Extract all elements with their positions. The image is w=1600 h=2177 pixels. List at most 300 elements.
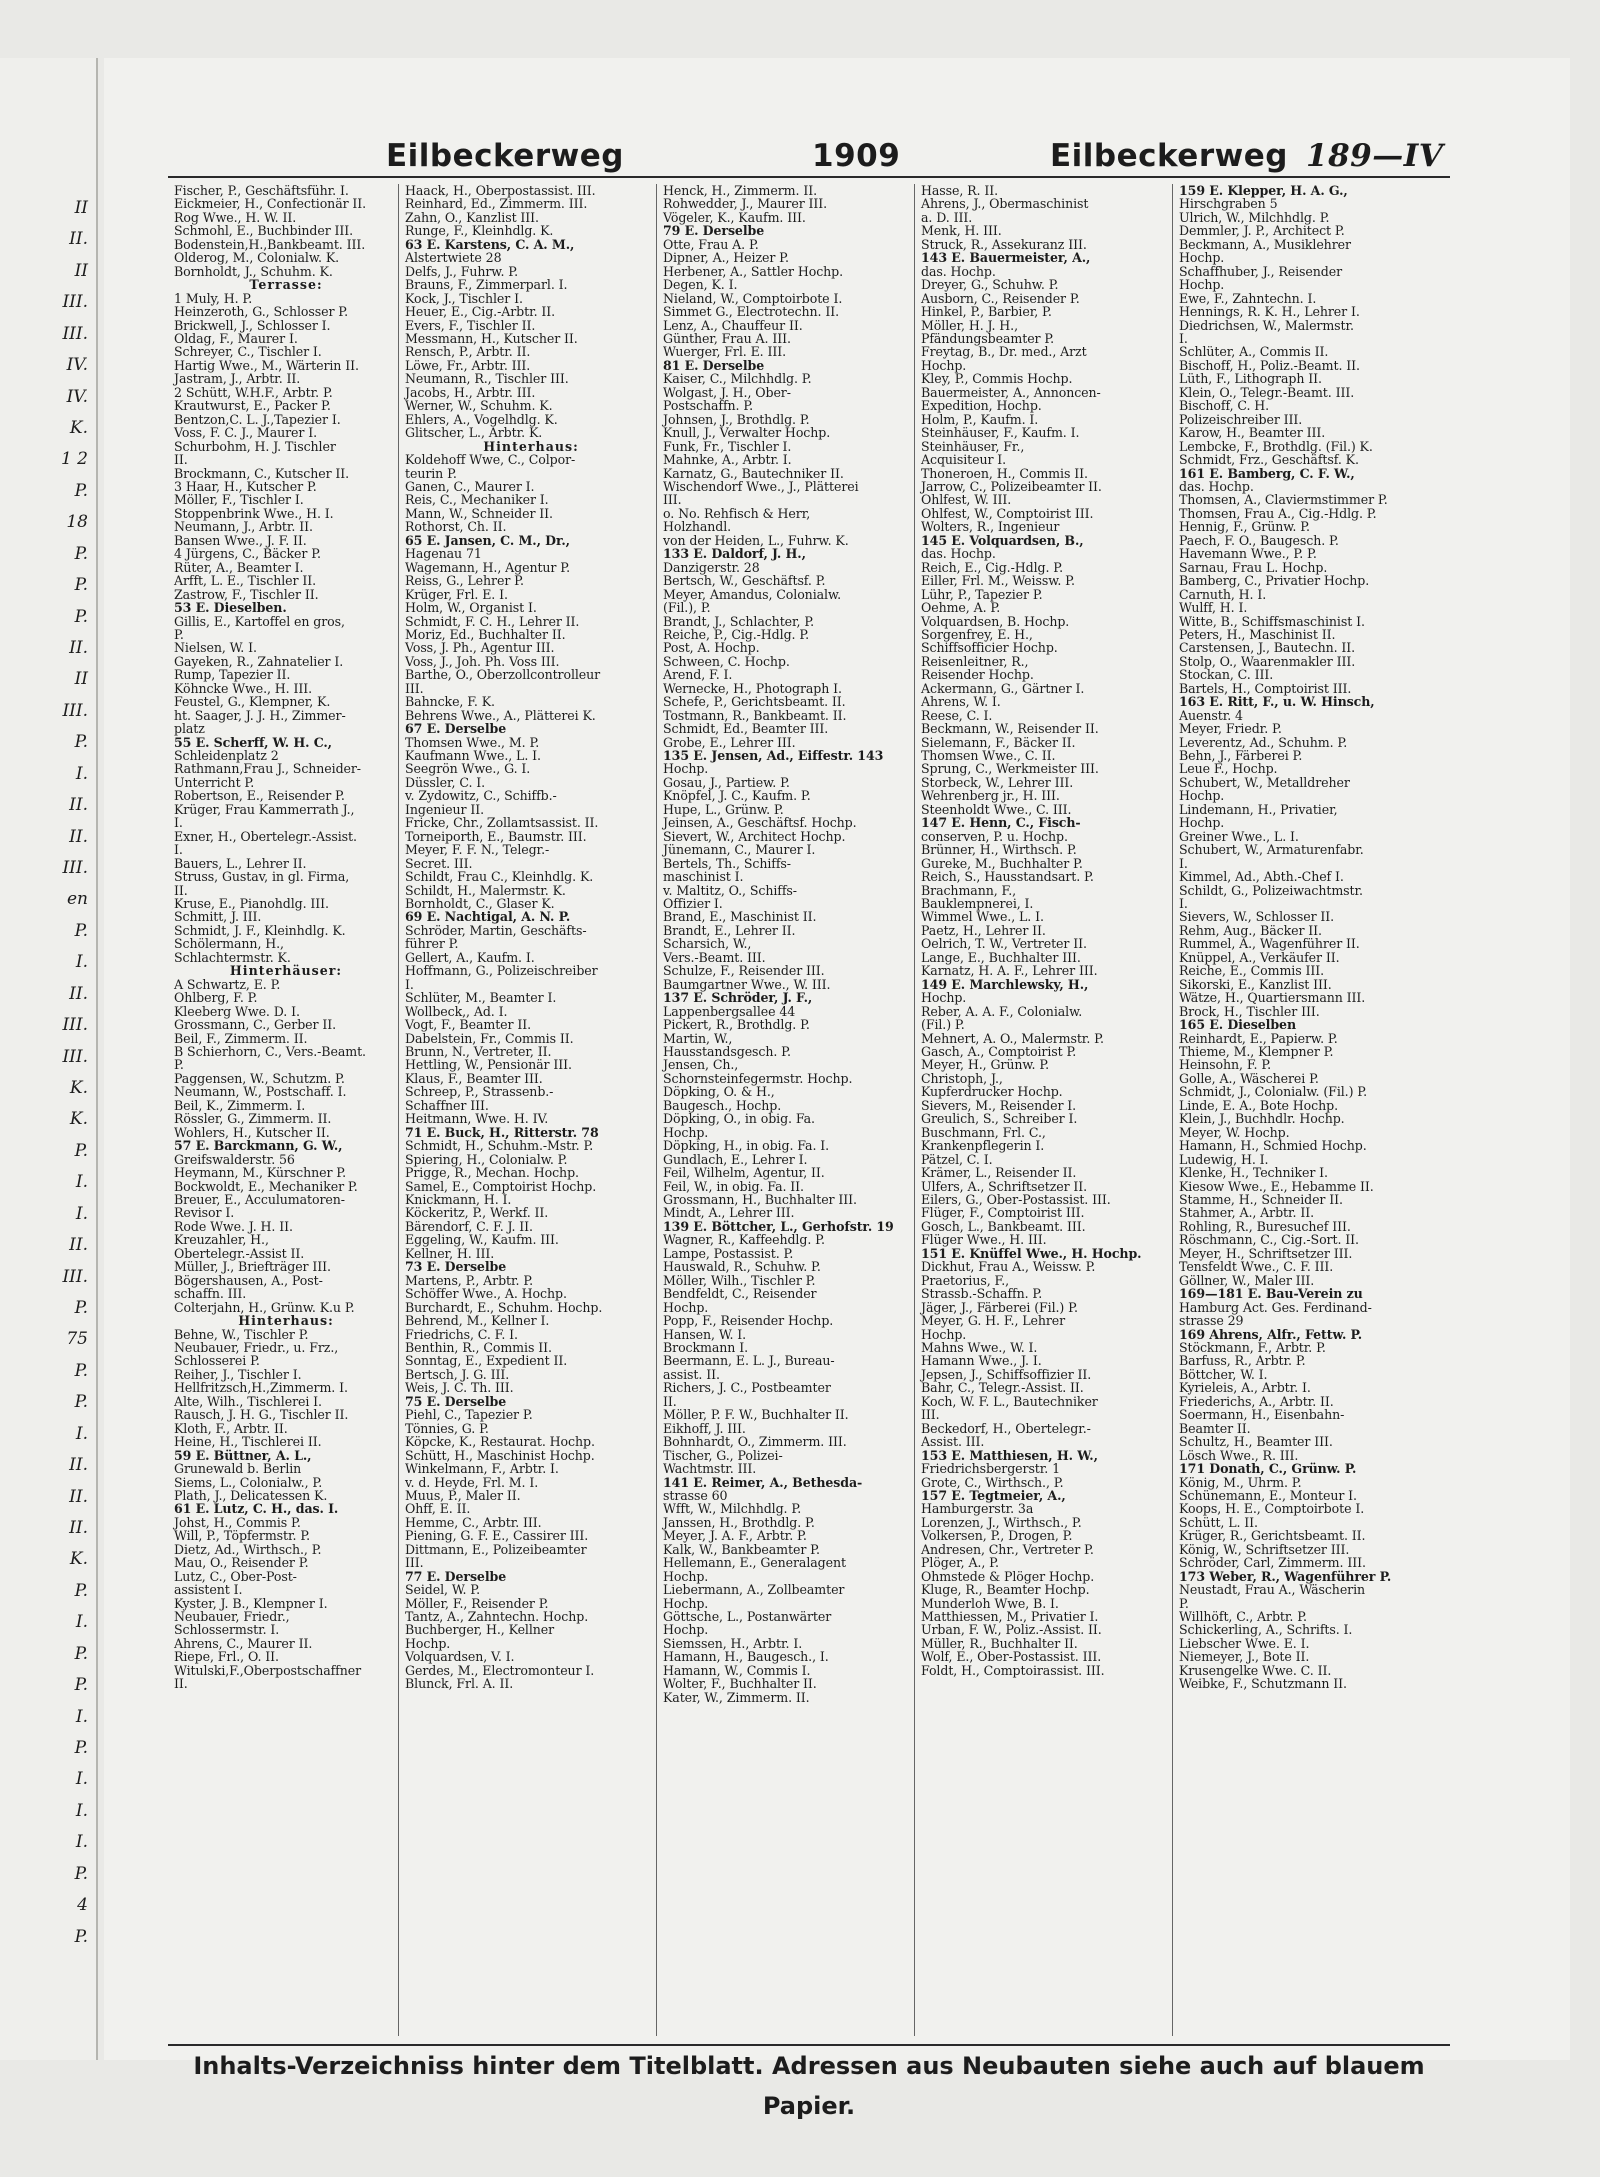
resident-entry: Otte, Frau A. P. <box>663 236 759 252</box>
address-heading: 169—181 E. Bau-Verein zu <box>1179 1286 1363 1302</box>
resident-entry: Reisender Hochp. <box>921 667 1034 683</box>
resident-entry: Breuer, E., Acculumatoren- <box>174 1191 345 1207</box>
resident-entry: 1 Muly, H. P. <box>174 290 253 306</box>
resident-entry: Dipner, A., Heizer P. <box>663 250 789 266</box>
resident-entry: Ahrens, W. I. <box>921 694 1001 710</box>
resident-entry: II. <box>174 452 188 468</box>
margin-fragment: IV. <box>66 355 88 375</box>
resident-entry: Mehnert, A. O., Malermstr. P. <box>921 1030 1104 1046</box>
resident-entry: Robertson, E., Reisender P. <box>174 788 345 804</box>
resident-entry: Post, A. Hochp. <box>663 640 760 656</box>
resident-entry: Ludewig, H. I. <box>1179 1151 1269 1167</box>
resident-entry: Ganen, C., Maurer I. <box>405 478 535 494</box>
resident-entry: I. <box>174 815 183 831</box>
resident-entry: das. Hochp. <box>1179 478 1254 494</box>
resident-entry: Holzhandl. <box>663 519 732 535</box>
resident-entry: Jacobs, H., Arbtr. III. <box>405 384 536 400</box>
resident-entry: Lembcke, F., Brothdlg. (Fil.) K. <box>1179 438 1373 454</box>
resident-entry: Willhöft, C., Arbtr. P. <box>1179 1609 1307 1625</box>
resident-entry: Torneiporth, E., Baumstr. III. <box>405 828 587 844</box>
margin-fragment: I. <box>75 1832 88 1852</box>
resident-entry: Friederichs, A., Arbtr. II. <box>1179 1393 1334 1409</box>
resident-entry: Alte, Wilh., Tischlerei I. <box>174 1393 322 1409</box>
resident-entry: Witulski,F.,Oberpostschaffner <box>174 1662 362 1678</box>
resident-entry: Krüger, R., Gerichtsbeamt. II. <box>1179 1528 1366 1544</box>
resident-entry: Thomsen, Frau A., Cig.-Hdlg. P. <box>1179 505 1377 521</box>
resident-entry: Meyer, W. Hochp. <box>1179 1124 1290 1140</box>
resident-entry: Bögershausen, A., Post- <box>174 1272 323 1288</box>
resident-entry: Schmitt, J. III. <box>174 909 262 925</box>
resident-entry: Schildt, Frau C., Kleinhdlg. K. <box>405 869 594 885</box>
address-heading: 65 E. Jansen, C. M., Dr., <box>405 532 570 548</box>
resident-entry: Schaffner III. <box>405 1097 489 1113</box>
resident-entry: Thomsen Wwe., M. P. <box>405 734 540 750</box>
resident-entry: Beckmann, A., Musiklehrer <box>1179 236 1351 252</box>
margin-fragment: P. <box>74 1361 88 1381</box>
resident-entry: Heinzeroth, G., Schlosser P. <box>174 304 348 320</box>
margin-fragment: III. <box>62 858 88 878</box>
resident-entry: Tönnies, G. P. <box>405 1420 489 1436</box>
resident-entry: a. D. III. <box>921 209 973 225</box>
resident-entry: Hochp. <box>1179 788 1225 804</box>
resident-entry: Schröder, Martin, Geschäfts- <box>405 922 587 938</box>
address-heading: 151 E. Knüffel Wwe., H. Hochp. <box>921 1245 1142 1261</box>
resident-entry: das. Hochp. <box>921 546 996 562</box>
resident-entry: strasse 60 <box>663 1487 728 1503</box>
resident-entry: Möller, F., Reisender P. <box>405 1595 549 1611</box>
resident-entry: Hochp. <box>663 1124 709 1140</box>
resident-entry: Reiss, G., Lehrer P. <box>405 573 524 589</box>
resident-entry: Volquardsen, B. Hochp. <box>921 613 1070 629</box>
resident-entry: Oehme, A. P. <box>921 600 1001 616</box>
resident-entry: Samel, E., Comptoirist Hochp. <box>405 1178 597 1194</box>
header-rule <box>168 176 1450 178</box>
resident-entry: Bischoff, C. H. <box>1179 398 1270 414</box>
resident-entry: Freytag, B., Dr. med., Arzt <box>921 344 1087 360</box>
resident-entry: Rausch, J. H. G., Tischler II. <box>174 1407 349 1423</box>
margin-fragment: P. <box>74 1298 88 1318</box>
resident-entry: Kruse, E., Pianohdlg. III. <box>174 896 329 912</box>
margin-fragment: II. <box>69 638 88 658</box>
address-heading: 147 E. Henn, C., Fisch- <box>921 815 1081 831</box>
resident-entry: König, M., Uhrm. P. <box>1179 1474 1302 1490</box>
resident-entry: Degen, K. I. <box>663 277 738 293</box>
resident-entry: Göttsche, L., Postanwärter <box>663 1609 832 1625</box>
resident-entry: Wimmel Wwe., L. I. <box>921 909 1044 925</box>
resident-entry: Möller, H. J. H., <box>921 317 1018 333</box>
resident-entry: Heinsohn, F. P. <box>1179 1057 1272 1073</box>
address-heading: 67 E. Derselbe <box>405 721 507 737</box>
resident-entry: Ohlfest, W., Comptoirist III. <box>921 505 1094 521</box>
resident-entry: Dietz, Ad., Wirthsch., P. <box>174 1541 322 1557</box>
resident-entry: Munderloh Wwe, B. I. <box>921 1595 1059 1611</box>
resident-entry: das. Hochp. <box>921 263 996 279</box>
resident-entry: Hochp. <box>921 357 967 373</box>
resident-entry: Hettling, W., Pensionär III. <box>405 1057 572 1073</box>
resident-entry: Ohlfest, W. III. <box>921 492 1012 508</box>
resident-entry: III. <box>405 680 424 696</box>
resident-entry: Pätzel, C. I. <box>921 1151 993 1167</box>
margin-fragment: K. <box>69 418 88 438</box>
resident-entry: Simmet G., Electrotechn. II. <box>663 304 840 320</box>
resident-entry: Schubert, W., Armaturenfabr. <box>1179 842 1364 858</box>
resident-entry: Riepe, Frl., O. II. <box>174 1649 279 1665</box>
resident-entry: I. <box>1179 896 1188 912</box>
resident-entry: Wätze, H., Quartiersmann III. <box>1179 990 1366 1006</box>
resident-entry: Voss, J., Joh. Ph. Voss III. <box>405 653 560 669</box>
resident-entry: Köckeritz, P., Werkf. II. <box>405 1205 549 1221</box>
resident-entry: Bartels, H., Comptoirist III. <box>1179 680 1352 696</box>
resident-entry: Rohling, R., Buresuchef III. <box>1179 1218 1351 1234</box>
resident-entry: Delfs, J., Fuhrw. P. <box>405 263 518 279</box>
header-year: 1909 <box>812 138 901 174</box>
resident-entry: Neumann, J., Arbtr. II. <box>174 519 313 535</box>
margin-fragment: I. <box>75 1769 88 1789</box>
margin-fragment: en <box>66 889 88 909</box>
resident-entry: Golle, A., Wäscherei P. <box>1179 1070 1319 1086</box>
resident-entry: Mahnke, A., Arbtr. I. <box>663 452 792 468</box>
resident-entry: Reiche, P., Cig.-Hdlg. P. <box>663 626 810 642</box>
resident-entry: Tostmann, R., Bankbeamt. II. <box>663 707 847 723</box>
resident-entry: Döpking, O., in obig. Fa. <box>663 1111 815 1127</box>
resident-entry: Wehrenberg jr., H. III. <box>921 788 1060 804</box>
resident-entry: Kyrieleis, A., Arbtr. I. <box>1179 1380 1311 1396</box>
address-heading: 153 E. Matthiesen, H. W., <box>921 1447 1098 1463</box>
resident-entry: Schünemann, E., Monteur I. <box>1179 1487 1357 1503</box>
resident-entry: Kaufmann Wwe., L. I. <box>405 748 541 764</box>
address-heading: 63 E. Karstens, C. A. M., <box>405 236 575 252</box>
resident-entry: Struck, R., Assekuranz III. <box>921 236 1087 252</box>
resident-entry: Eiller, Frl. M., Weissw. P. <box>921 573 1075 589</box>
resident-entry: Stahmer, A., Arbtr. II. <box>1179 1205 1314 1221</box>
resident-entry: III. <box>405 1555 424 1571</box>
resident-entry: Reber, A. A. F., Colonialw. <box>921 1003 1083 1019</box>
address-heading: 137 E. Schröder, J. F., <box>663 990 813 1006</box>
resident-entry: Knickmann, H. I. <box>405 1191 512 1207</box>
resident-entry: Krämer, L., Reisender II. <box>921 1165 1077 1181</box>
resident-entry: Neubauer, Friedr., u. Frz., <box>174 1339 339 1355</box>
resident-entry: Meyer, H., Grünw. P. <box>921 1057 1050 1073</box>
resident-entry: Rohwedder, J., Maurer III. <box>663 196 828 212</box>
address-heading: 165 E. Dieselben <box>1179 1017 1297 1033</box>
resident-entry: Piening, G. F. E., Cassirer III. <box>405 1528 589 1544</box>
resident-entry: Steinhäuser, F., Kaufm. I. <box>921 425 1080 441</box>
resident-entry: Sprung, C., Werkmeister III. <box>921 761 1099 777</box>
resident-entry: Beckmann, W., Reisender II. <box>921 721 1099 737</box>
resident-entry: Schefe, P., Gerichtsbeamt. II. <box>663 694 846 710</box>
resident-entry: Lösch Wwe., R. III. <box>1179 1447 1299 1463</box>
resident-entry: Schornsteinfegermstr. Hochp. <box>663 1070 853 1086</box>
resident-entry: Lappenbergsallee 44 <box>663 1003 796 1019</box>
resident-entry: Siemssen, H., Arbtr. I. <box>663 1635 803 1651</box>
resident-entry: Pfändungsbeamter P. <box>921 330 1055 346</box>
resident-entry: Buschmann, Frl. C., <box>921 1124 1046 1140</box>
resident-entry: Martin, W., <box>663 1030 733 1046</box>
resident-entry: Sievert, W., Architect Hochp. <box>663 828 846 844</box>
resident-entry: Hupe, L., Grünw. P. <box>663 801 784 817</box>
column-1 <box>168 184 398 2036</box>
resident-entry: Carnuth, H. I. <box>1179 586 1267 602</box>
resident-entry: Holm, W., Organist I. <box>405 600 537 616</box>
resident-entry: (Fil.) P. <box>921 1017 965 1033</box>
resident-entry: Lindemann, H., Privatier, <box>1179 801 1338 817</box>
resident-entry: strasse 29 <box>1179 1313 1244 1329</box>
address-heading: 143 E. Bauermeister, A., <box>921 250 1091 266</box>
resident-entry: Postschaffn. P. <box>663 398 754 414</box>
resident-entry: Obertelegr.-Assist II. <box>174 1245 305 1261</box>
margin-fragment: I. <box>75 764 88 784</box>
address-heading: 75 E. Derselbe <box>405 1393 507 1409</box>
resident-entry: Reich, E., Cig.-Hdlg. P. <box>921 559 1063 575</box>
resident-entry: Praetorius, F., <box>921 1272 1010 1288</box>
resident-entry: Funk, Fr., Tischler I. <box>663 438 792 454</box>
margin-fragment: P. <box>74 481 88 501</box>
resident-entry: Zastrow, F., Tischler II. <box>174 586 319 602</box>
resident-entry: Brockmann, C., Kutscher II. <box>174 465 350 481</box>
margin-fragment: II. <box>69 795 88 815</box>
resident-entry: Bansen Wwe., J. F. II. <box>174 532 307 548</box>
resident-entry: Jensen, Ch., <box>663 1057 739 1073</box>
address-heading: 149 E. Marchlewsky, H., <box>921 976 1089 992</box>
resident-entry: von der Heiden, L., Fuhrw. K. <box>663 532 849 548</box>
address-heading: 145 E. Volquardsen, B., <box>921 532 1084 548</box>
resident-entry: Schaffhuber, J., Reisender <box>1179 263 1343 279</box>
resident-entry: Hennig, F., Grünw. P. <box>1179 519 1310 535</box>
resident-entry: III. <box>921 1407 940 1423</box>
resident-entry: Lampe, Postassist. P. <box>663 1245 794 1261</box>
resident-entry: Bendfeldt, C., Reisender <box>663 1286 817 1302</box>
resident-entry: Gasch, A., Comptoirist P. <box>921 1044 1077 1059</box>
margin-fragment: II <box>74 669 88 689</box>
resident-entry: Brandt, J., Schlachter, P. <box>663 613 815 629</box>
resident-entry: Brauns, F., Zimmerparl. I. <box>405 277 568 293</box>
resident-entry: Bischoff, H., Poliz.-Beamt. II. <box>1179 357 1360 373</box>
margin-fragment: 75 <box>66 1329 88 1349</box>
resident-entry: Meyer, Amandus, Colonialw. <box>663 586 842 602</box>
resident-entry: Rog Wwe., H. W. II. <box>174 209 297 225</box>
resident-entry: Bärendorf, C. F. J. II. <box>405 1218 533 1234</box>
margin-fragment: II. <box>69 229 88 249</box>
resident-entry: Hauswald, R., Schuhw. P. <box>663 1259 821 1275</box>
resident-entry: Lüth, F., Lithograph II. <box>1179 371 1322 387</box>
resident-entry: Wachtmstr. III. <box>663 1461 757 1477</box>
resident-entry: Möller, P. F. W., Buchhalter II. <box>663 1407 849 1423</box>
resident-entry: Liebscher Wwe. E. I. <box>1179 1635 1310 1651</box>
resident-entry: Reich, S., Hausstandsart. P. <box>921 869 1094 885</box>
margin-fragment: 18 <box>66 512 88 532</box>
resident-entry: Schickerling, A., Schrifts. I. <box>1179 1622 1353 1638</box>
resident-entry: Wagemann, H., Agentur P. <box>405 559 570 575</box>
resident-entry: Polizeischreiber III. <box>1179 411 1303 427</box>
resident-entry: Koldehoff Wwe, C., Colpor- <box>405 452 576 468</box>
resident-entry: Moriz, Ed., Buchhalter II. <box>405 626 566 642</box>
resident-entry: Hinkel, P., Barbier, P. <box>921 304 1052 320</box>
address-heading: 135 E. Jensen, Ad., Eiffestr. 143 <box>663 748 884 764</box>
resident-entry: Hochp. <box>1179 277 1225 293</box>
address-heading: 59 E. Büttner, A. L., <box>174 1447 312 1463</box>
resident-entry: maschinist I. <box>663 869 744 885</box>
address-heading: 161 E. Bamberg, C. F. W., <box>1179 465 1355 481</box>
margin-fragment: III. <box>62 1015 88 1035</box>
resident-entry: Wollbeck,, Ad. I. <box>405 1003 508 1019</box>
margin-fragment: I. <box>75 1801 88 1821</box>
margin-fragment: I. <box>75 1424 88 1444</box>
resident-entry: Klaus, F., Beamter III. <box>405 1070 543 1086</box>
resident-entry: Lenz, A., Chauffeur II. <box>663 317 803 333</box>
resident-entry: Brickwell, J., Schlosser I. <box>174 317 331 333</box>
resident-entry: Arfft, L. E., Tischler II. <box>174 573 316 589</box>
resident-entry: Bamberg, C., Privatier Hochp. <box>1179 573 1370 589</box>
resident-entry: Tensfeldt Wwe., C. F. III. <box>1179 1259 1334 1275</box>
address-heading: 81 E. Derselbe <box>663 357 765 373</box>
resident-entry: Volquardsen, V. I. <box>405 1649 515 1665</box>
resident-entry: Rump, Tapezier II. <box>174 667 291 683</box>
resident-entry: Sikorski, E., Kanzlist III. <box>1179 976 1332 992</box>
resident-entry: Auenstr. 4 <box>1179 707 1243 723</box>
resident-entry: Bahr, C., Telegr.-Assist. II. <box>921 1380 1084 1396</box>
resident-entry: Sievers, W., Schlosser II. <box>1179 909 1335 925</box>
resident-entry: Karow, H., Beamter III. <box>1179 425 1326 441</box>
resident-entry: Hirschgraben 5 <box>1179 196 1278 212</box>
resident-entry: Dittmann, E., Polizeibeamter <box>405 1541 587 1557</box>
resident-entry: Karnatz, H. A. F., Lehrer III. <box>921 963 1098 979</box>
margin-fragment: 1 2 <box>60 449 88 469</box>
margin-fragment: I. <box>75 1707 88 1727</box>
resident-entry: Hamann, W., Commis I. <box>663 1662 811 1678</box>
resident-entry: Mindt, A., Lehrer III. <box>663 1205 795 1221</box>
resident-entry: Schmidt, J. F., Kleinhdlg. K. <box>174 922 346 938</box>
resident-entry: Schreyer, C., Tischler I. <box>174 344 322 360</box>
resident-entry: Paech, F. O., Baugesch. P. <box>1179 532 1339 548</box>
resident-entry: Evers, F., Tischler II. <box>405 317 536 333</box>
resident-entry: II. <box>174 1676 188 1692</box>
resident-entry: Hochp. <box>921 1326 967 1342</box>
resident-entry: Exner, H., Obertelegr.-Assist. <box>174 828 357 844</box>
resident-entry: 3 Haar, H., Kutscher P. <box>174 478 317 494</box>
resident-entry: Dickhut, Frau A., Weissw. P. <box>921 1259 1096 1275</box>
resident-entry: Hamann, H., Baugesch., I. <box>663 1649 829 1665</box>
resident-entry: Brachmann, F., <box>921 882 1017 898</box>
resident-entry: Reinhardt, E., Papierw. P. <box>1179 1030 1338 1046</box>
directory-columns <box>168 184 1450 2036</box>
resident-entry: Nielsen, W. I. <box>174 640 257 656</box>
resident-entry: Rüter, A., Beamter I. <box>174 559 304 575</box>
resident-entry: Meyer, Friedr. P. <box>1179 721 1282 737</box>
resident-entry: Koch, W. F. L., Bautechniker <box>921 1393 1098 1409</box>
address-heading: 73 E. Derselbe <box>405 1259 507 1275</box>
resident-entry: Johnsen, J., Brothdlg. P. <box>663 411 810 427</box>
resident-entry: Klenke, H., Techniker I. <box>1179 1165 1328 1181</box>
address-heading: 61 E. Lutz, C. H., das. I. <box>174 1501 339 1517</box>
margin-fragment: II <box>74 261 88 281</box>
resident-entry: Offizier I. <box>663 896 723 912</box>
resident-entry: Eilers, G., Ober-Postassist. III. <box>921 1191 1111 1207</box>
margin-fragment: I. <box>75 1612 88 1632</box>
resident-entry: Reinhard, Ed., Zimmerm. III. <box>405 196 588 212</box>
margin-fragment: III. <box>62 1047 88 1067</box>
resident-entry: Ohff, E. II. <box>405 1501 471 1517</box>
resident-entry: II. <box>663 1393 677 1409</box>
resident-entry: Rode Wwe. J. H. II. <box>174 1218 293 1234</box>
resident-entry: Brunn, N., Vertreter, II. <box>405 1044 552 1059</box>
resident-entry: Wagner, R., Kaffeehdlg. P. <box>663 1232 825 1248</box>
margin-fragment: III. <box>62 701 88 721</box>
resident-entry: Feil, W., in obig. Fa. II. <box>663 1178 804 1194</box>
resident-entry: Hellfritzsch,H.,Zimmerm. I. <box>174 1380 348 1396</box>
resident-entry: Hochp. <box>663 761 709 777</box>
resident-entry: Kluge, R., Beamter Hochp. <box>921 1582 1090 1598</box>
resident-entry: Thomsen Wwe., C. II. <box>921 748 1056 764</box>
address-heading: 157 E. Tegtmeier, A., <box>921 1487 1066 1503</box>
resident-entry: Neumann, R., Tischler III. <box>405 371 569 387</box>
resident-entry: Steinhäuser, Fr., <box>921 438 1025 454</box>
resident-entry: Reisenleitner, R., <box>921 653 1029 669</box>
resident-entry: Bentzon,C. L. J.,Tapezier I. <box>174 411 341 427</box>
resident-entry: Wolters, R., Ingenieur <box>921 519 1060 535</box>
resident-entry: Popp, F., Reisender Hochp. <box>663 1313 834 1329</box>
resident-entry: Rummel, A., Wagenführer II. <box>1179 936 1360 952</box>
resident-entry: Jäger, J., Färberei (Fil.) P. <box>921 1299 1078 1315</box>
resident-entry: B Schierhorn, C., Vers.-Beamt. <box>174 1044 366 1059</box>
resident-entry: Vögeler, K., Kaufm. III. <box>663 209 806 225</box>
resident-entry: Wernecke, H., Photograph I. <box>663 680 842 696</box>
resident-entry: Döpking, H., in obig. Fa. I. <box>663 1138 830 1154</box>
resident-entry: Knull, J., Verwalter Hochp. <box>663 425 831 441</box>
address-heading: 79 E. Derselbe <box>663 223 765 239</box>
resident-entry: Hamburgerstr. 3a <box>921 1501 1034 1517</box>
resident-entry: Piehl, C., Tapezier P. <box>405 1407 533 1423</box>
resident-entry: Arend, F. I. <box>663 667 733 683</box>
resident-entry: Benthin, R., Commis II. <box>405 1339 552 1355</box>
resident-entry: Knöpfel, J. C., Kaufm. P. <box>663 788 811 804</box>
margin-fragment: 4 <box>77 1895 88 1915</box>
resident-entry: Behrend, M., Kellner I. <box>405 1313 550 1329</box>
resident-entry: Schütt, H., Maschinist Hochp. <box>405 1447 595 1463</box>
resident-entry: Behn, J., Färberei P. <box>1179 748 1303 764</box>
resident-entry: Bauers, L., Lehrer II. <box>174 855 307 871</box>
resident-entry: Alstertwiete 28 <box>405 250 502 266</box>
resident-entry: Friedrichsbergerstr. 1 <box>921 1461 1061 1477</box>
resident-entry: Hennings, R. K. H., Lehrer I. <box>1179 304 1360 320</box>
address-heading: 163 E. Ritt, F., u. W. Hinsch, <box>1179 694 1375 710</box>
resident-entry: Hochp. <box>405 1635 451 1651</box>
resident-entry: Secret. III. <box>405 855 473 871</box>
resident-entry: Gosau, J., Partiew. P. <box>663 774 790 790</box>
resident-entry: Weibke, F., Schutzmann II. <box>1179 1676 1347 1692</box>
resident-entry: Möller, F., Tischler I. <box>174 492 304 508</box>
resident-entry: Eikhoff, J. III. <box>663 1420 746 1436</box>
resident-entry: Steenholdt Wwe., C. III. <box>921 801 1072 817</box>
resident-entry: Schmidt, Ed., Beamter III. <box>663 721 829 737</box>
margin-fragment: II. <box>69 1455 88 1475</box>
resident-entry: Schlosserei P. <box>174 1353 260 1369</box>
margin-fragment: I. <box>75 952 88 972</box>
resident-entry: Lutz, C., Ober-Post- <box>174 1568 297 1584</box>
address-heading: 77 E. Derselbe <box>405 1568 507 1584</box>
resident-entry: Peters, H., Maschinist II. <box>1179 626 1336 642</box>
resident-entry: Schildt, G., Polizeiwachtmstr. <box>1179 882 1363 898</box>
resident-entry: Colterjahn, H., Grünw. K.u P. <box>174 1299 355 1315</box>
resident-entry: Christoph, J., <box>921 1070 1003 1086</box>
resident-entry: Baumgartner Wwe., W. III. <box>663 976 831 992</box>
resident-entry: Baugesch., Hochp. <box>663 1097 782 1113</box>
resident-entry: Unterricht P. <box>174 774 255 790</box>
resident-entry: Bodenstein,H.,Bankbeamt. III. <box>174 236 366 252</box>
resident-entry: Leue F., Hochp. <box>1179 761 1278 777</box>
section-heading: Hinterhaus: <box>483 438 579 454</box>
resident-entry: Leverentz, Ad., Schuhm. P. <box>1179 734 1348 750</box>
resident-entry: Sielemann, F., Bäcker II. <box>921 734 1076 750</box>
